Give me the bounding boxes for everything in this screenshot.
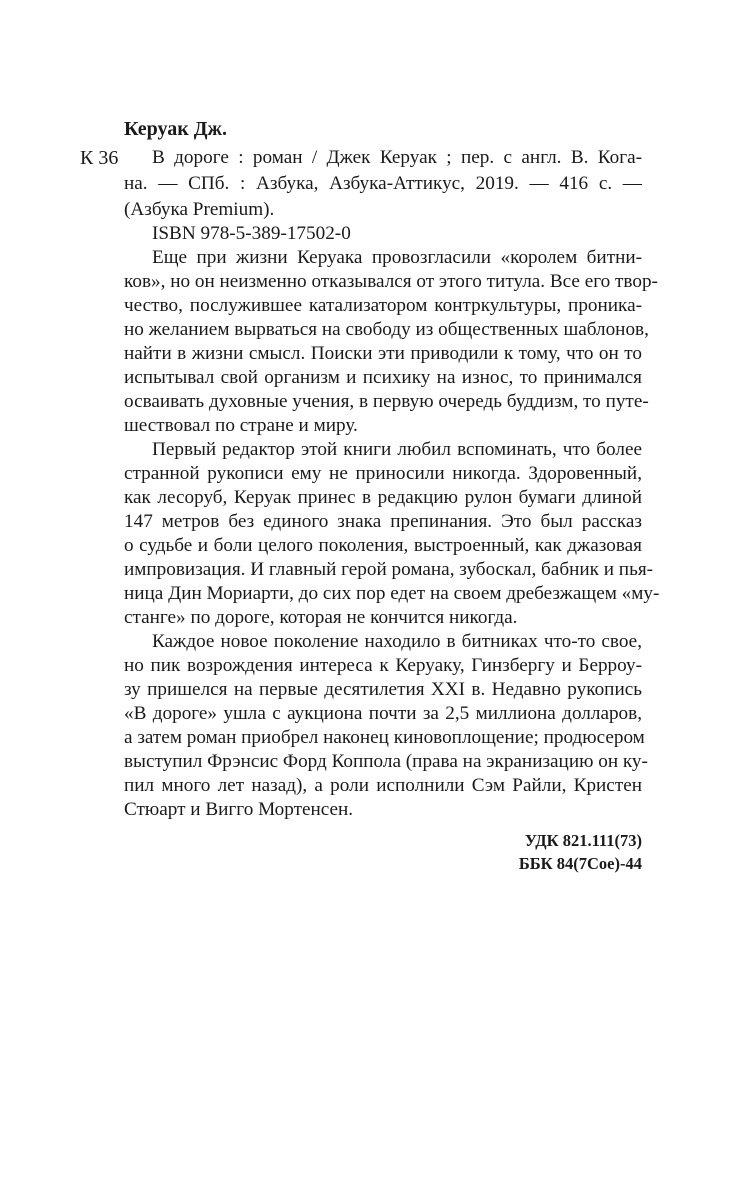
title-line: В дороге : роман / Джек Керуак ; пер. с англ. В. Кога- bbox=[152, 147, 642, 168]
annotation-line: пил много лет назад), а роли исполнили Сэм Райли, Кристен bbox=[124, 775, 642, 796]
annotation-line: о судьбе и боли целого поколения, выстроенный, как джазовая bbox=[124, 535, 642, 556]
annotation-line: Каждое новое поколение находило в битниках что-то свое, bbox=[152, 631, 642, 652]
annotation-line: Еще при жизни Керуака провозгласили «королем битни- bbox=[152, 247, 642, 268]
annotation-line: странной рукописи ему не приносили никогда. Здоровенный, bbox=[124, 463, 642, 484]
annotation-line: чество, послужившее катализатором контркультуры, проника- bbox=[124, 295, 642, 316]
annotation-line: «В дороге» ушла с аукциона почти за 2,5 миллиона долларов, bbox=[124, 703, 642, 724]
title-line: на. — СПб. : Азбука, Азбука-Аттикус, 2019. — 416 с. — bbox=[124, 173, 642, 194]
bbk-index: ББК 84(7Сое)-44 bbox=[518, 854, 642, 873]
annotation-line: испытывал свой организм и психику на износ, то принимался bbox=[124, 367, 642, 388]
author-heading: Керуак Дж. bbox=[124, 118, 227, 140]
annotation-line: как лесоруб, Керуак принес в редакцию рулон бумаги длиной bbox=[124, 487, 642, 508]
annotation-line: найти в жизни смысл. Поиски эти приводили к тому, что он то bbox=[124, 343, 642, 364]
annotation-line: шествовал по стране и миру. bbox=[124, 415, 358, 436]
annotation-line: а затем роман приобрел наконец киновоплощение; продюсером bbox=[124, 727, 645, 748]
annotation-line: но пик возрождения интереса к Керуаку, Гинзбергу и Берроу- bbox=[124, 655, 642, 676]
annotation-line: выступил Фрэнсис Форд Коппола (права на экранизацию он ку- bbox=[124, 751, 648, 772]
annotation-line: Первый редактор этой книги любил вспоминать, что более bbox=[152, 439, 642, 460]
annotation-line: станге» по дороге, которая не кончится никогда. bbox=[124, 607, 518, 628]
annotation-line: ница Дин Мориарти, до сих пор едет на своем дребезжащем «му- bbox=[124, 583, 660, 604]
annotation-line: осваивать духовные учения, в первую очередь буддизм, то путе- bbox=[124, 391, 649, 412]
annotation-line: ков», но он неизменно отказывался от этого титула. Все его твор- bbox=[124, 271, 658, 292]
annotation-line: Стюарт и Вигго Мортенсен. bbox=[124, 799, 354, 820]
annotation-line: импровизация. И главный герой романа, зубоскал, бабник и пья- bbox=[124, 559, 654, 580]
udk-index: УДК 821.111(73) bbox=[524, 831, 642, 850]
annotation-line: но желанием вырваться на свободу из общественных шаблонов, bbox=[124, 319, 649, 340]
annotation-line: 147 метров без единого знака препинания. Это был рассказ bbox=[124, 511, 642, 532]
author-mark: К 36 bbox=[80, 147, 119, 169]
title-line: (Азбука Premium). bbox=[124, 199, 275, 220]
isbn: ISBN 978-5-389-17502-0 bbox=[152, 223, 351, 244]
annotation-line: зу пришелся на первые десятилетия XXI в. Недавно рукопись bbox=[124, 679, 642, 700]
